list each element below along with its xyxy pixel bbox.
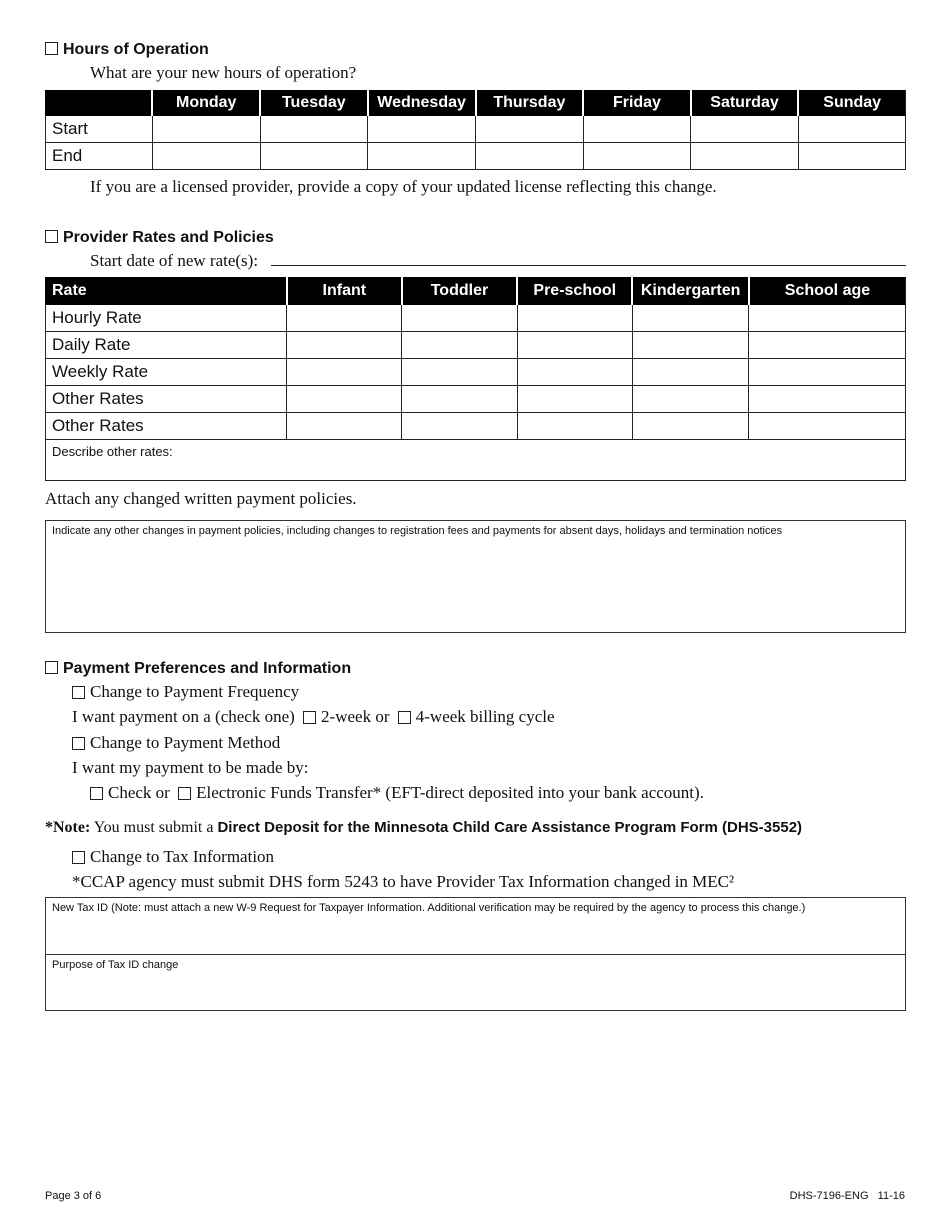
payment-method-option: Change to Payment Method — [72, 733, 280, 753]
rate-cell-field[interactable] — [402, 332, 517, 359]
eft-checkbox[interactable] — [178, 787, 191, 800]
describe-other-rates-label: Describe other rates: — [52, 444, 173, 459]
rates-header: Rate — [46, 278, 287, 305]
rate-cell-field[interactable] — [749, 359, 906, 386]
direct-deposit-note: *Note: You must submit a Direct Deposit for the Minnesota Child Care Assistance Program Form (DHS-3552) — [45, 819, 803, 836]
tax-info-checkbox[interactable] — [72, 851, 85, 864]
rates-checkbox[interactable] — [45, 230, 58, 243]
policy-changes-label: Indicate any other changes in payment policies, including changes to registration fees and payments for absent days, holidays and termination notices — [52, 525, 783, 537]
rate-cell-field[interactable] — [517, 359, 632, 386]
rate-cell-field[interactable] — [749, 332, 906, 359]
attach-policies-note: Attach any changed written payment policies. — [45, 489, 357, 508]
hours-header-day: Wednesday — [368, 91, 476, 116]
rate-cell-field[interactable] — [287, 413, 402, 440]
rate-cell-field[interactable] — [749, 305, 906, 332]
rate-cell-field[interactable] — [287, 332, 402, 359]
page-number: Page 3 of 6 — [45, 1190, 102, 1202]
start-friday-field[interactable] — [583, 116, 690, 143]
hours-header-day: Monday — [152, 91, 260, 116]
end-sunday-field[interactable] — [798, 143, 905, 170]
payment-method-line: I want my payment to be made by: — [72, 758, 309, 777]
hours-header-day: Sunday — [798, 91, 905, 116]
start-thursday-field[interactable] — [476, 116, 584, 143]
rate-row-label: Other Rates — [46, 386, 287, 413]
rates-header: Infant — [287, 278, 402, 305]
tax-id-purpose-label: Purpose of Tax ID change — [52, 959, 179, 971]
payment-method-checkbox[interactable] — [72, 737, 85, 750]
rate-row-label: Other Rates — [46, 413, 287, 440]
rate-cell-field[interactable] — [517, 386, 632, 413]
hours-section-title: Hours of Operation — [45, 41, 209, 59]
rate-row — [46, 332, 906, 359]
rate-cell-field[interactable] — [632, 386, 749, 413]
billing-cycle-line: I want payment on a (check one) 2-week or 4-week billing cycle — [72, 707, 555, 726]
start-saturday-field[interactable] — [691, 116, 799, 143]
hours-header-day: Thursday — [476, 91, 584, 116]
rates-table — [45, 277, 906, 481]
rate-cell-field[interactable] — [287, 359, 402, 386]
start-sunday-field[interactable] — [798, 116, 905, 143]
hours-header-day: Tuesday — [260, 91, 368, 116]
start-wednesday-field[interactable] — [368, 116, 476, 143]
new-tax-id-field[interactable] — [46, 898, 905, 955]
two-week-checkbox[interactable] — [303, 711, 316, 724]
rates-header: Kindergarten — [632, 278, 749, 305]
describe-other-rates-field[interactable] — [46, 440, 906, 481]
rate-row — [46, 359, 906, 386]
tax-info-note: *CCAP agency must submit DHS form 5243 to have Provider Tax Information changed in MEC² — [72, 872, 735, 891]
start-date-field[interactable] — [271, 265, 906, 266]
hours-table — [45, 90, 906, 170]
start-tuesday-field[interactable] — [260, 116, 368, 143]
new-tax-id-label: New Tax ID (Note: must attach a new W-9 Request for Taxpayer Information. Additional verification may be required by the agency to process this change.) — [52, 902, 806, 914]
rate-row-label: Hourly Rate — [46, 305, 287, 332]
license-note: If you are a licensed provider, provide a copy of your updated license reflecting this change. — [90, 177, 717, 196]
rates-section-title: Provider Rates and Policies — [45, 229, 274, 247]
payment-frequency-checkbox[interactable] — [72, 686, 85, 699]
rate-cell-field[interactable] — [402, 359, 517, 386]
rates-header: Pre-school — [517, 278, 632, 305]
payment-method-choices: Check or Electronic Funds Transfer* (EFT-direct deposited into your bank account). — [90, 783, 704, 803]
payment-section-title: Payment Preferences and Information — [45, 660, 351, 678]
hours-question: What are your new hours of operation? — [90, 63, 357, 82]
rate-row — [46, 413, 906, 440]
rate-cell-field[interactable] — [402, 386, 517, 413]
rate-cell-field[interactable] — [632, 332, 749, 359]
hours-checkbox[interactable] — [45, 42, 58, 55]
hours-header-day: Saturday — [691, 91, 799, 116]
form-id: DHS-7196-ENG 11-16 — [789, 1190, 905, 1202]
end-thursday-field[interactable] — [476, 143, 584, 170]
rate-cell-field[interactable] — [632, 305, 749, 332]
rate-cell-field[interactable] — [402, 305, 517, 332]
rates-header: Toddler — [402, 278, 517, 305]
hours-header-corner — [46, 91, 153, 116]
end-friday-field[interactable] — [583, 143, 690, 170]
rate-cell-field[interactable] — [517, 305, 632, 332]
rate-cell-field[interactable] — [749, 413, 906, 440]
rate-cell-field[interactable] — [287, 305, 402, 332]
policy-changes-field[interactable] — [45, 520, 906, 633]
rates-header: School age — [749, 278, 906, 305]
rate-cell-field[interactable] — [632, 413, 749, 440]
payment-checkbox[interactable] — [45, 661, 58, 674]
hours-row-label: Start — [46, 116, 153, 143]
end-tuesday-field[interactable] — [260, 143, 368, 170]
end-wednesday-field[interactable] — [368, 143, 476, 170]
hours-row-start — [46, 116, 906, 143]
rate-row-label: Daily Rate — [46, 332, 287, 359]
rate-row-label: Weekly Rate — [46, 359, 287, 386]
end-saturday-field[interactable] — [691, 143, 799, 170]
payment-frequency-option: Change to Payment Frequency — [72, 682, 299, 702]
hours-row-label: End — [46, 143, 153, 170]
hours-header-day: Friday — [583, 91, 690, 116]
rate-cell-field[interactable] — [287, 386, 402, 413]
tax-id-purpose-field[interactable] — [46, 955, 905, 1010]
rate-cell-field[interactable] — [517, 332, 632, 359]
rate-cell-field[interactable] — [749, 386, 906, 413]
rate-cell-field[interactable] — [632, 359, 749, 386]
hours-row-end — [46, 143, 906, 170]
start-monday-field[interactable] — [152, 116, 260, 143]
tax-info-option: Change to Tax Information — [72, 847, 274, 867]
start-date-label: Start date of new rate(s): — [90, 251, 259, 270]
rate-row — [46, 386, 906, 413]
rate-cell-field[interactable] — [517, 413, 632, 440]
rate-cell-field[interactable] — [402, 413, 517, 440]
end-monday-field[interactable] — [152, 143, 260, 170]
tax-id-box — [45, 897, 906, 1011]
check-checkbox[interactable] — [90, 787, 103, 800]
four-week-checkbox[interactable] — [398, 711, 411, 724]
rate-row — [46, 305, 906, 332]
